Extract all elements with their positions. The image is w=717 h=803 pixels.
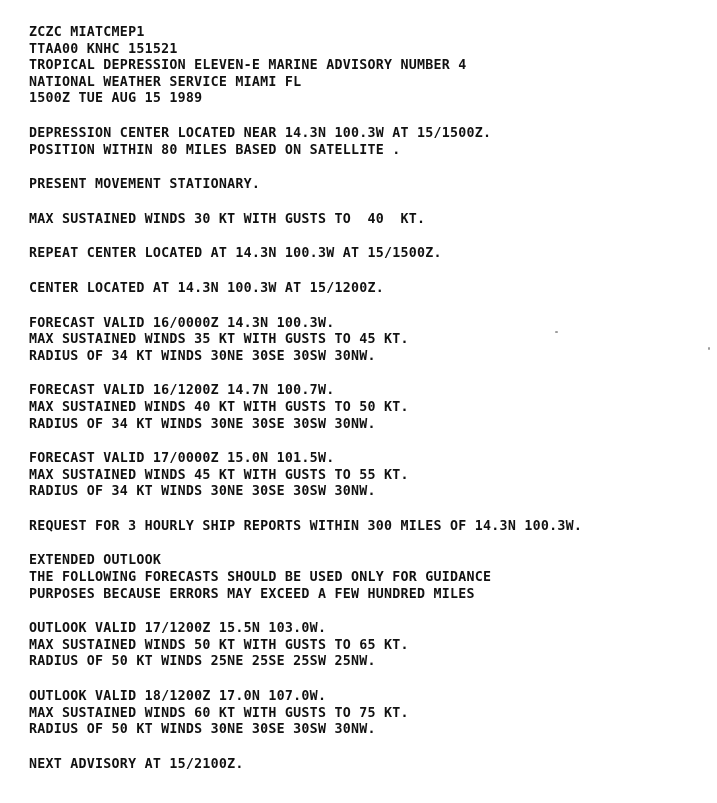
forecast-block bbox=[29, 316, 713, 366]
outlook-block bbox=[29, 621, 713, 671]
header-block bbox=[29, 25, 713, 108]
text-line: DEPRESSION CENTER LOCATED NEAR 14.3N 100.3W AT 15/1500Z. bbox=[29, 125, 492, 141]
text-line: THE FOLLOWING FORECASTS SHOULD BE USED ONLY FOR GUIDANCE bbox=[29, 570, 492, 586]
ship-request-block bbox=[29, 519, 713, 536]
text-line: RADIUS OF 50 KT WINDS 25NE 25SE 25SW 25NW. bbox=[29, 654, 376, 670]
winds-block bbox=[29, 212, 713, 229]
forecast-block bbox=[29, 451, 713, 501]
text-line: OUTLOOK VALID 18/1200Z 17.0N 107.0W. bbox=[29, 689, 327, 705]
text-line: FORECAST VALID 17/0000Z 15.0N 101.5W. bbox=[29, 451, 335, 467]
text-line: EXTENDED OUTLOOK bbox=[29, 553, 162, 569]
movement-block bbox=[29, 177, 713, 194]
text-line: FORECAST VALID 16/0000Z 14.3N 100.3W. bbox=[29, 315, 335, 331]
text-line: NEXT ADVISORY AT 15/2100Z. bbox=[29, 756, 244, 772]
text-line: REQUEST FOR 3 HOURLY SHIP REPORTS WITHIN 300 MILES OF 14.3N 100.3W. bbox=[29, 518, 583, 534]
text-line: RADIUS OF 34 KT WINDS 30NE 30SE 30SW 30NW. bbox=[29, 348, 376, 364]
scan-speck bbox=[555, 331, 558, 333]
text-line: POSITION WITHIN 80 MILES BASED ON SATELLITE . bbox=[29, 142, 401, 158]
repeat-center-block bbox=[29, 246, 713, 263]
center-block bbox=[29, 281, 713, 298]
advisory-document bbox=[29, 25, 713, 791]
position-block bbox=[29, 126, 713, 159]
text-line: RADIUS OF 34 KT WINDS 30NE 30SE 30SW 30NW. bbox=[29, 484, 376, 500]
scan-speck bbox=[708, 347, 710, 350]
text-line: MAX SUSTAINED WINDS 40 KT WITH GUSTS TO 50 KT. bbox=[29, 399, 409, 415]
next-advisory-block bbox=[29, 757, 713, 774]
text-line: NATIONAL WEATHER SERVICE MIAMI FL bbox=[29, 74, 302, 90]
text-line: 1500Z TUE AUG 15 1989 bbox=[29, 91, 203, 107]
text-line: MAX SUSTAINED WINDS 50 KT WITH GUSTS TO 65 KT. bbox=[29, 637, 409, 653]
text-line: MAX SUSTAINED WINDS 60 KT WITH GUSTS TO 75 KT. bbox=[29, 705, 409, 721]
text-line: FORECAST VALID 16/1200Z 14.7N 100.7W. bbox=[29, 383, 335, 399]
text-line: MAX SUSTAINED WINDS 30 KT WITH GUSTS TO 40 KT. bbox=[29, 211, 426, 227]
text-line: PURPOSES BECAUSE ERRORS MAY EXCEED A FEW HUNDRED MILES bbox=[29, 586, 475, 602]
text-line: CENTER LOCATED AT 14.3N 100.3W AT 15/1200Z. bbox=[29, 280, 384, 296]
forecast-block bbox=[29, 383, 713, 433]
extended-outlook-block bbox=[29, 553, 713, 603]
text-line: PRESENT MOVEMENT STATIONARY. bbox=[29, 177, 261, 193]
text-line: RADIUS OF 50 KT WINDS 30NE 30SE 30SW 30NW. bbox=[29, 722, 376, 738]
text-line: TTAA00 KNHC 151521 bbox=[29, 41, 178, 57]
text-line: MAX SUSTAINED WINDS 35 KT WITH GUSTS TO 45 KT. bbox=[29, 332, 409, 348]
text-line: MAX SUSTAINED WINDS 45 KT WITH GUSTS TO 55 KT. bbox=[29, 467, 409, 483]
outlook-block bbox=[29, 689, 713, 739]
text-line: RADIUS OF 34 KT WINDS 30NE 30SE 30SW 30NW. bbox=[29, 416, 376, 432]
text-line: TROPICAL DEPRESSION ELEVEN-E MARINE ADVISORY NUMBER 4 bbox=[29, 58, 467, 74]
text-line: REPEAT CENTER LOCATED AT 14.3N 100.3W AT 15/1500Z. bbox=[29, 246, 442, 262]
text-line: ZCZC MIATCMEP1 bbox=[29, 25, 145, 40]
text-line: OUTLOOK VALID 17/1200Z 15.5N 103.0W. bbox=[29, 621, 327, 637]
